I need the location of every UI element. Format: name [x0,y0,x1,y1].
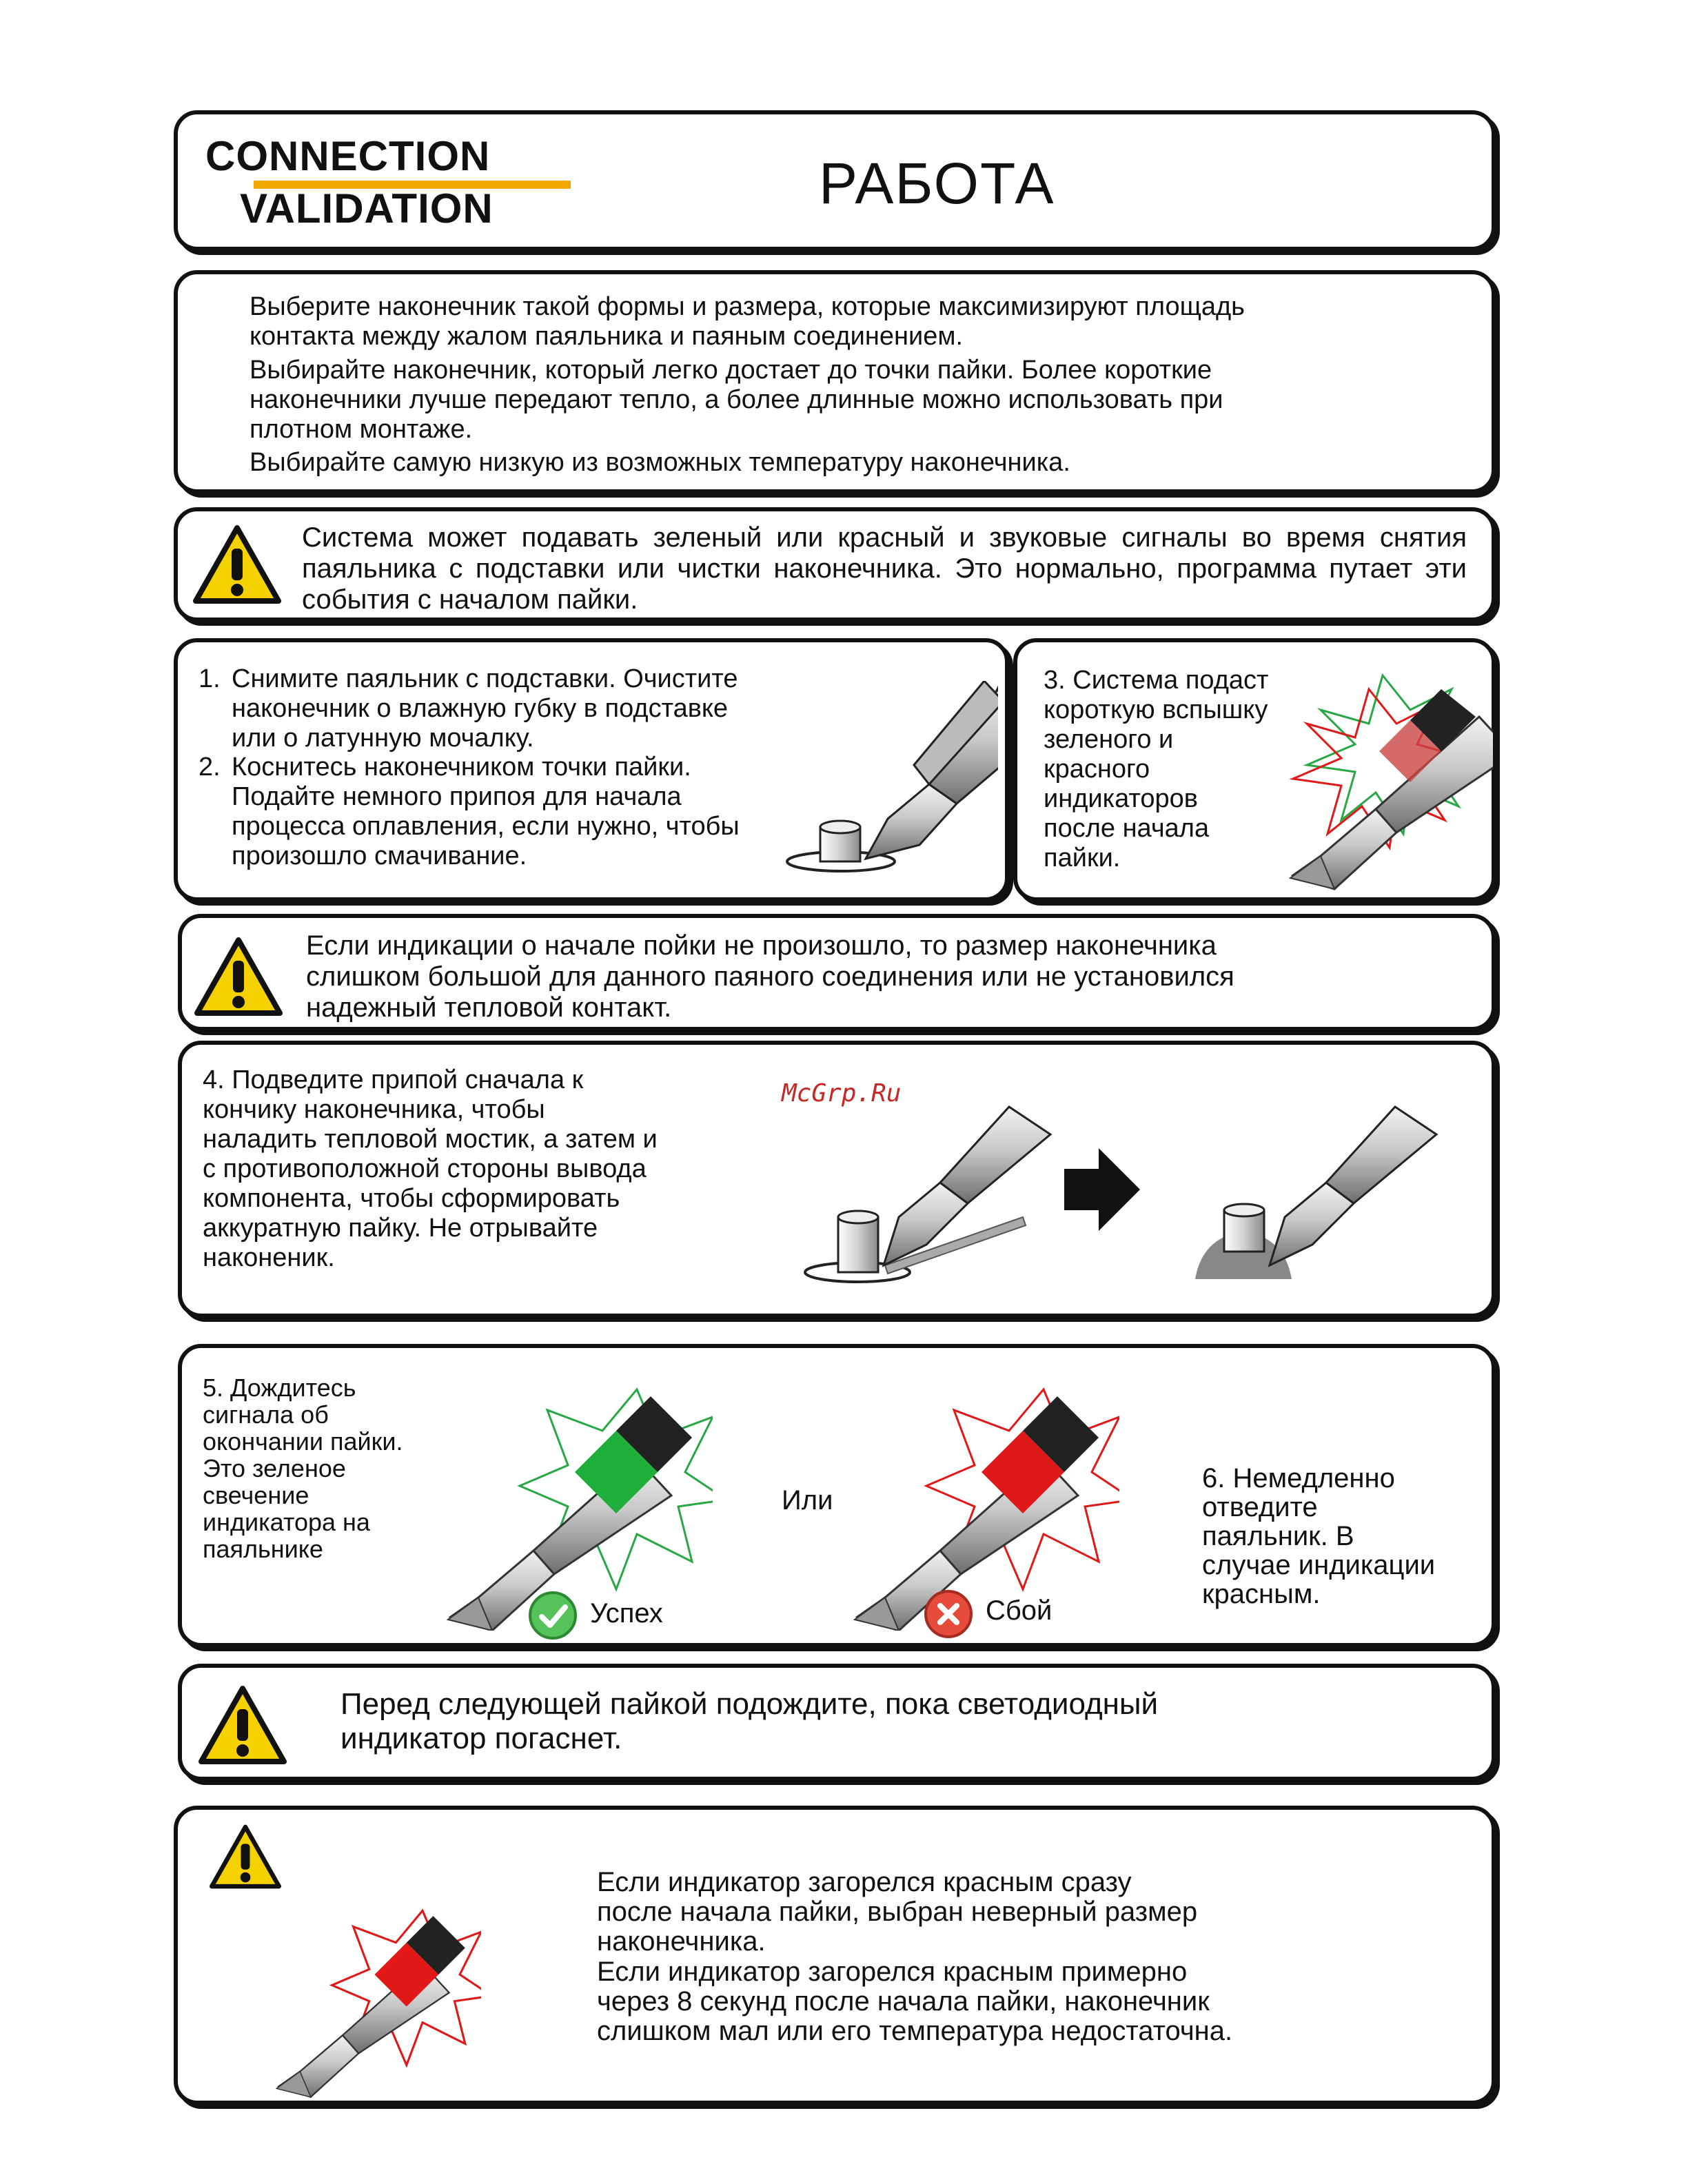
warning-box-3 [178,1664,1496,1781]
soldering-iron-icon [1188,1093,1450,1300]
warning-box-2 [178,914,1496,1031]
soldering-iron-icon [1203,648,1493,896]
intro-paragraph-1: Выберите наконечник такой формы и размера, которые максимизируют площадь контакта между жалом паяльника и паяным соединением. [250,292,1245,351]
step-6-text: 6. Немедленно отведите паяльник. В случае индикации красным. [1202,1463,1436,1609]
logo-line2: VALIDATION [240,185,494,232]
cross-icon [924,1589,973,1639]
intro-paragraph-2: Выбирайте наконечник, который легко достает до точки пайки. Более короткие наконечники лучше передают тепло, а более длинные можно использовать при плотном монтаже. [250,356,1223,444]
header-box [174,110,1496,251]
final-box [174,1806,1496,2105]
warning-text-3: Перед следующей пайкой подождите, пока светодиодный индикатор погаснет. [340,1687,1159,1755]
warning-icon [199,1684,287,1766]
final-paragraph-2: Если индикатор загорелся красным примерно через 8 секунд после начала пайки, наконечник слишком мал или его температура недостаточна. [597,1957,1233,2046]
step-1-number: 1. [199,664,221,693]
step-2-text: Коснитесь наконечником точки пайки. Подайте немного припоя для начала процесса оплавления, если нужно, чтобы произошло смачивание. [232,753,740,870]
warning-text-2: Если индикации о начале пойки не произошло, то размер наконечника слишком большой для данного паяного соединения или не установился надежный тепловой контакт. [306,930,1234,1023]
warning-icon [210,1824,281,1890]
success-label: Успех [590,1598,663,1629]
arrow-right-icon [1064,1148,1140,1231]
soldering-iron-icon [247,1892,481,2099]
step-1-text: Снимите паяльник с подставки. Очистите наконечник о влажную губку в подставке или о латунную мочалку. [232,664,738,753]
steps-5-6-box [178,1344,1496,1647]
step-4-box [178,1041,1496,1318]
steps-1-2-box [174,638,1009,901]
warning-icon [194,936,283,1017]
step-3-text: 3. Система подаст короткую вспышку зеленого и красного индикаторов после начала пайки. [1044,666,1269,872]
failure-label: Сбой [986,1595,1053,1626]
step-5-text: 5. Дождитесь сигнала об окончании пайки. Это зеленое свечение индикатора на паяльнике [203,1374,403,1563]
step-2-number: 2. [199,753,221,782]
logo [205,132,578,236]
step-4-text: 4. Подведите припой сначала к кончику наконечника, чтобы наладить тепловой мостик, а затем и с противоположной стороны вывода компонента, чтобы сформировать аккуратную пайку. Не отрывайте наконеник. [203,1065,658,1272]
warning-box-1 [174,507,1496,622]
intro-paragraph-3: Выбирайте самую низкую из возможных температуру наконечника. [250,448,1070,477]
page-title: РАБОТА [819,151,1055,216]
step-3-box [1013,638,1496,901]
watermark: McGrp.Ru [782,1079,902,1108]
logo-line1: CONNECTION [205,133,491,179]
check-icon [528,1591,578,1640]
soldering-iron-icon [802,1093,1078,1300]
warning-text-1: Система может подавать зеленый или красный и звуковые сигналы во время снятия паяльника с подставки или чистки наконечника. Это нормально, программа путает эти события с началом пайки. [302,522,1467,615]
or-label: Или [782,1485,833,1515]
soldering-iron-icon [784,681,998,888]
warning-icon [193,524,281,605]
intro-box [174,270,1496,493]
final-paragraph-1: Если индикатор загорелся красным сразу после начала пайки, выбран неверный размер наконечника. [597,1867,1198,1957]
